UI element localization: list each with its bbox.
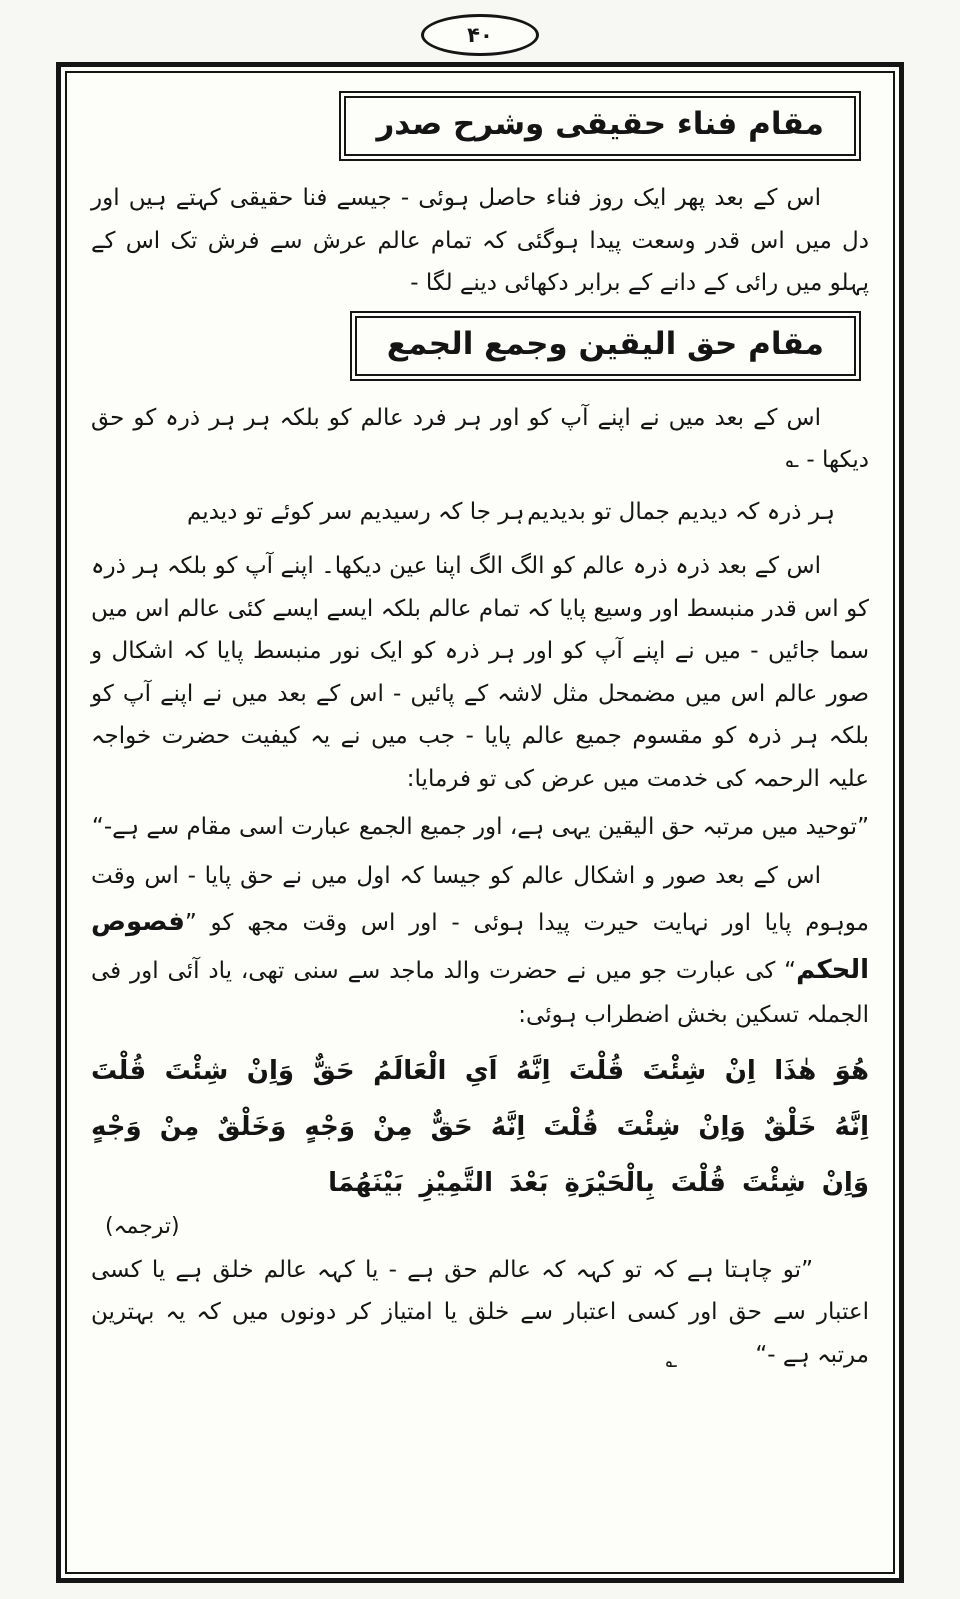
section-heading-box-2	[350, 311, 861, 381]
section-heading-2: مقام حق الیقین وجمع الجمع	[355, 316, 856, 376]
page-frame	[56, 62, 904, 1583]
page-number-badge	[421, 14, 539, 56]
couplet-left-hemistich: ہر جا کہ رسیدیم سر کوئے تو دیدیم	[187, 498, 525, 525]
quote-2-text: ”تو چاہتا ہے کہ تو کہہ کہ عالم حق ہے - یا کہہ عالم خلق ہے یا کسی اعتبار سے حق اور کسی اعتبار سے خلق یا امتیاز کر دونوں میں کہ یہ بہترین مرتبہ ہے -“	[91, 1256, 869, 1368]
quote-2	[91, 1249, 869, 1377]
couplet-right-hemistich: ہر ذرہ کہ دیدیم جمال تو بدیدیم	[527, 498, 835, 525]
section-heading-box-1	[339, 91, 861, 161]
catchword-mark: ؎	[665, 1348, 678, 1372]
paragraph-4-text-before: اس کے بعد صور و اشکال عالم کو جیسا کہ اول میں نے حق پایا - اس وقت موہوم پایا اور نہایت حیرت پیدا ہوئی - اور اس وقت مجھ کو ”	[91, 862, 869, 936]
paragraph-3: اس کے بعد ذرہ ذرہ عالم کو الگ الگ اپنا عین دیکھا۔ اپنے آپ کو بلکہ ہر ذرہ کو اس قدر منبسط اور وسیع پایا کہ تمام عالم بلکہ ایسے ایسے کئی عالم اس میں سما جائیں - میں نے اپنے آپ کو اور ہر ذرہ کو ایک نور منبسط پایا کہ اشکال و صور عالم اس میں مضمحل مثل لاشہ کے پائیں - اس کے بعد میں نے اپنے آپ کو بلکہ ہر ذرہ کو مقسوم جمیع عالم پایا - جب میں نے یہ کیفیت حضرت خواجہ علیہ الرحمہ کی خدمت میں عرض کی تو فرمایا:	[91, 553, 869, 792]
paragraph-4-text-after: “ کی عبارت جو میں نے حضرت والد ماجد سے سنی تھی، یاد آئی اور فی الجملہ تسکین بخش اضطراب ہوئی:	[91, 957, 869, 1028]
quote-1: ”توحید میں مرتبہ حق الیقین یہی ہے، اور جمیع الجمع عبارت اسی مقام سے ہے-“	[91, 814, 869, 841]
book-title: فصوص الحکم	[91, 906, 869, 985]
paragraph-1: اس کے بعد پھر ایک روز فناء حاصل ہوئی - جیسے فنا حقیقی کہتے ہیں اور دل میں اس قدر وسعت پیدا ہوگئی کہ تمام عالم عرش سے فرش تک اس کے پہلو میں رائی کے دانے کے برابر دکھائی دینے لگا -	[91, 185, 869, 297]
page-frame-inner	[65, 71, 895, 1574]
tarjuma-label: (ترجمہ)	[105, 1213, 180, 1239]
page-number: ۴۰	[467, 23, 493, 47]
page-content	[91, 91, 869, 1377]
section-heading-1: مقام فناء حقیقی وشرح صدر	[344, 96, 856, 156]
couplet-line	[91, 488, 869, 537]
paragraph-2: اس کے بعد میں نے اپنے آپ کو اور ہر فرد عالم کو بلکہ ہر ہر ذرہ کو حق دیکھا - ؎	[91, 404, 869, 474]
arabic-quote: هُوَ هٰذَا اِنْ شِئْتَ قُلْتَ اِنَّهُ اَیِ الْعَالَمُ حَقٌّ وَاِنْ شِئْتَ قُلْتَ اِنَّهُ خَلْقٌ وَاِنْ شِئْتَ قُلْتَ اِنَّهُ حَقٌّ مِنْ وَجْهٍ وَخَلْقٌ مِنْ وَجْهٍ وَاِنْ شِئْتَ قُلْتَ بِالْحَیْرَةِ بَعْدَ التَّمِیْزِ بَیْنَهُمَا	[91, 1056, 869, 1199]
paragraph-4	[91, 855, 869, 1036]
